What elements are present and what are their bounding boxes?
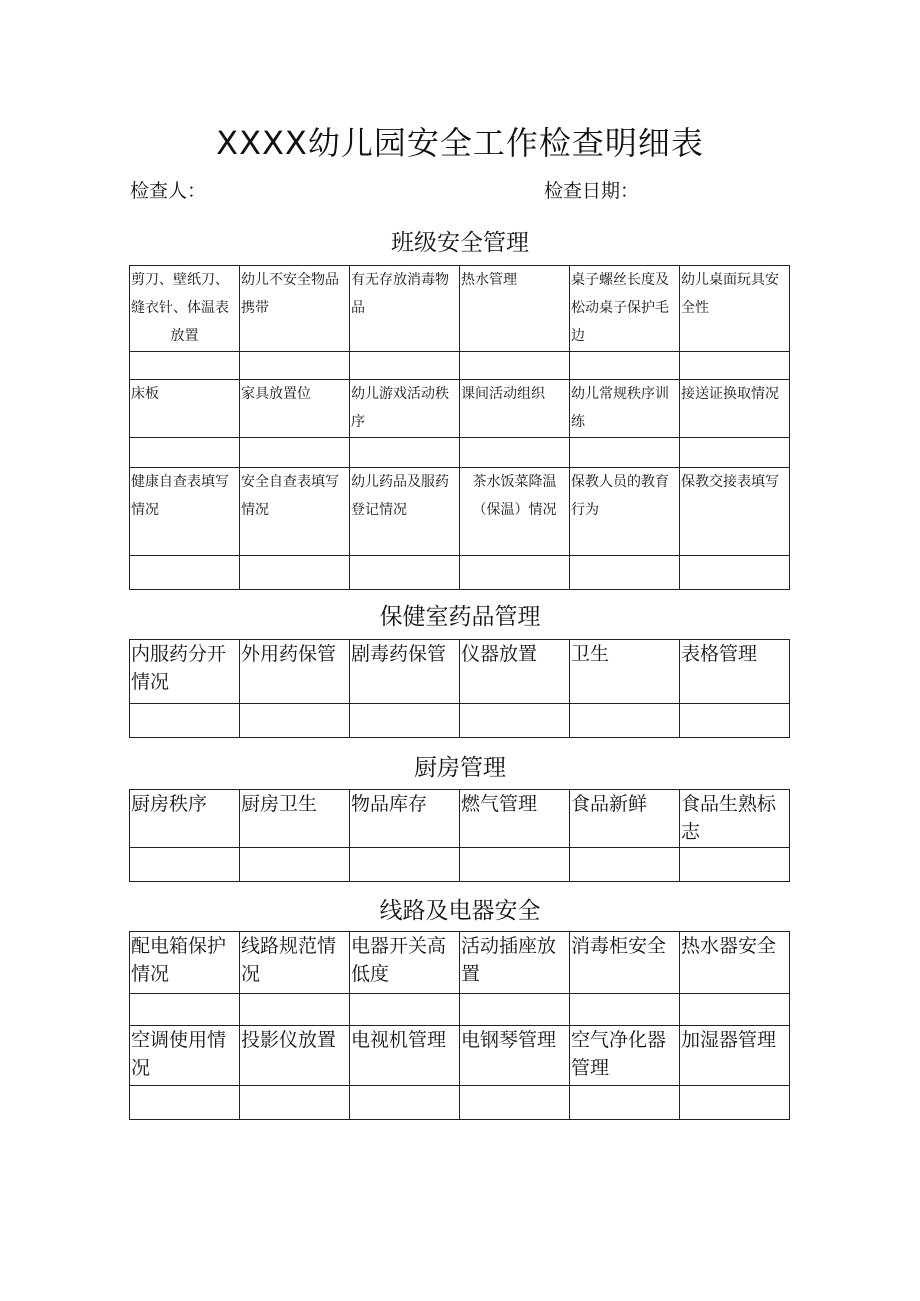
date-label: 检查日期：: [544, 180, 640, 202]
input-cell[interactable]: [130, 1086, 240, 1120]
kitchen-section-title: 厨房管理: [414, 755, 506, 781]
table-cell: 电器开关高低度: [350, 932, 460, 994]
table-cell: 食品生熟标志: [680, 790, 790, 848]
table-cell: 厨房卫生: [240, 790, 350, 848]
input-cell[interactable]: [350, 352, 460, 380]
input-cell[interactable]: [460, 1086, 570, 1120]
input-cell[interactable]: [570, 1086, 680, 1120]
input-cell[interactable]: [570, 352, 680, 380]
input-cell[interactable]: [130, 994, 240, 1026]
cell-label: 放置: [170, 328, 199, 344]
clinic-section-title: 保健室药品管理: [379, 604, 541, 630]
table-cell: 厨房秩序: [130, 790, 240, 848]
electric-section-title: 线路及电器安全: [379, 898, 541, 924]
input-cell[interactable]: [570, 704, 680, 738]
table-cell: 活动插座放置: [460, 932, 570, 994]
clinic-table: [129, 639, 790, 738]
table-cell: 食品新鲜: [570, 790, 680, 848]
table-cell: [130, 266, 240, 352]
table-cell: 内服药分开情况: [130, 640, 240, 704]
table-cell: 加湿器管理: [680, 1026, 790, 1086]
table-cell: 燃气管理: [460, 790, 570, 848]
table-cell: 线路规范情况: [240, 932, 350, 994]
table-cell: 安全自查表填写情况: [240, 468, 350, 556]
table-cell: 物品库存: [350, 790, 460, 848]
table-cell: 茶水饭菜降温（保温）情况: [460, 468, 570, 556]
table-cell: 幼儿桌面玩具安全性: [680, 266, 790, 352]
input-cell[interactable]: [460, 848, 570, 882]
input-cell[interactable]: [240, 994, 350, 1026]
table-cell: 幼儿药品及服药登记情况: [350, 468, 460, 556]
inspector-label: 检查人：: [130, 180, 207, 202]
table-cell: 外用药保管: [240, 640, 350, 704]
table-cell: 空调使用情况: [130, 1026, 240, 1086]
table-cell: 仪器放置: [460, 640, 570, 704]
table-cell: 热水管理: [460, 266, 570, 352]
table-cell: 卫生: [570, 640, 680, 704]
table-cell: 幼儿不安全物品携带: [240, 266, 350, 352]
input-cell[interactable]: [680, 352, 790, 380]
table-cell: 床板: [130, 380, 240, 438]
table-cell: 电视机管理: [350, 1026, 460, 1086]
input-cell[interactable]: [350, 994, 460, 1026]
input-cell[interactable]: [130, 556, 240, 590]
input-cell[interactable]: [130, 352, 240, 380]
input-cell[interactable]: [350, 556, 460, 590]
input-cell[interactable]: [350, 704, 460, 738]
input-cell[interactable]: [350, 438, 460, 468]
input-cell[interactable]: [240, 438, 350, 468]
input-cell[interactable]: [350, 1086, 460, 1120]
input-cell[interactable]: [680, 1086, 790, 1120]
input-cell[interactable]: [130, 438, 240, 468]
table-cell: 电钢琴管理: [460, 1026, 570, 1086]
input-cell[interactable]: [130, 704, 240, 738]
input-cell[interactable]: [680, 704, 790, 738]
input-cell[interactable]: [240, 1086, 350, 1120]
input-cell[interactable]: [460, 556, 570, 590]
table-cell: 幼儿游戏活动秩序: [350, 380, 460, 438]
table-cell: 消毒柜安全: [570, 932, 680, 994]
table-cell: 接送证换取情况: [680, 380, 790, 438]
input-cell[interactable]: [460, 352, 570, 380]
table-cell: 保教人员的教育行为: [570, 468, 680, 556]
page-title: XXXX幼儿园安全工作检查明细表: [216, 124, 704, 162]
input-cell[interactable]: [460, 994, 570, 1026]
input-cell[interactable]: [460, 438, 570, 468]
table-cell: 保教交接表填写: [680, 468, 790, 556]
table-cell: 桌子螺丝长度及松动桌子保护毛边: [570, 266, 680, 352]
table-cell: 幼儿常规秩序训练: [570, 380, 680, 438]
table-cell: 热水器安全: [680, 932, 790, 994]
input-cell[interactable]: [680, 994, 790, 1026]
input-cell[interactable]: [460, 704, 570, 738]
input-cell[interactable]: [570, 438, 680, 468]
table-cell: 空气净化器管理: [570, 1026, 680, 1086]
input-cell[interactable]: [240, 848, 350, 882]
table-cell: 剧毒药保管: [350, 640, 460, 704]
input-cell[interactable]: [570, 994, 680, 1026]
table-cell: 家具放置位: [240, 380, 350, 438]
table-cell: 配电箱保护情况: [130, 932, 240, 994]
table-cell: 表格管理: [680, 640, 790, 704]
table-cell: 有无存放消毒物品: [350, 266, 460, 352]
input-cell[interactable]: [570, 556, 680, 590]
kitchen-table: [129, 789, 790, 882]
electric-table: [129, 931, 790, 1120]
table-cell: 投影仪放置: [240, 1026, 350, 1086]
cell-label: 剪刀、壁纸刀、缝衣针、体温表: [131, 272, 229, 316]
input-cell[interactable]: [680, 438, 790, 468]
input-cell[interactable]: [240, 556, 350, 590]
input-cell[interactable]: [240, 704, 350, 738]
input-cell[interactable]: [350, 848, 460, 882]
table-cell: 课间活动组织: [460, 380, 570, 438]
input-cell[interactable]: [570, 848, 680, 882]
class-safety-table: [129, 265, 790, 590]
input-cell[interactable]: [130, 848, 240, 882]
input-cell[interactable]: [680, 848, 790, 882]
class-section-title: 班级安全管理: [391, 230, 529, 256]
table-cell: 健康自查表填写情况: [130, 468, 240, 556]
input-cell[interactable]: [240, 352, 350, 380]
input-cell[interactable]: [680, 556, 790, 590]
